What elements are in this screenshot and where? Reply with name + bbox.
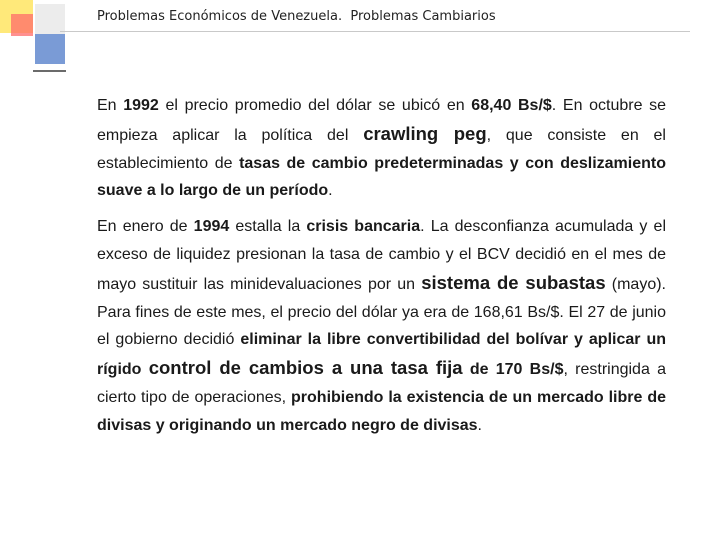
- emphasized-text: crawling peg: [363, 122, 487, 144]
- body-text: . En octubre se empieza aplicar la política del: [97, 97, 667, 144]
- emphasized-text: eliminar la libre convertibilidad del bolívar y aplicar un rígido: [97, 331, 666, 379]
- emphasized-text: sistema de subastas: [421, 271, 606, 293]
- emphasized-text: prohibiendo la existencia de un mercado libre de divisas y originando un mercado negro de divisas: [97, 388, 666, 434]
- decor-square-pink: [11, 14, 33, 36]
- body-text: estalla la: [229, 218, 307, 236]
- body-text: , que consiste en el establecimiento de: [97, 126, 666, 172]
- body-paragraph: [97, 213, 666, 439]
- header-divider: [60, 31, 690, 32]
- decor-small-line: [33, 70, 66, 72]
- emphasized-text: tasas de cambio predeterminadas y con deslizamiento suave a lo largo de un período: [97, 154, 667, 200]
- body-text: En: [97, 97, 124, 114]
- body-paragraph: [97, 92, 666, 205]
- decor-square-blue: [35, 34, 65, 64]
- emphasized-text: crisis bancaria: [306, 218, 421, 236]
- body-text: .: [328, 182, 333, 200]
- decor-square-grey: [35, 4, 65, 34]
- slide-body: [97, 92, 666, 448]
- emphasized-text: control de cambios a una tasa fija: [148, 357, 463, 379]
- body-text: , restringida a cierto tipo de operaciones,: [97, 361, 666, 406]
- body-text: el precio promedio del dólar se ubicó en: [158, 97, 472, 114]
- page-title: Problemas Económicos de Venezuela. Problemas Cambiarios: [97, 9, 496, 24]
- body-text: (mayo). Para fines de este mes, el precio del dólar ya era de 168,61 Bs/$. El 27 de junio el gobierno decidió: [97, 275, 666, 349]
- emphasized-text: de: [462, 361, 496, 379]
- emphasized-text: 1994: [193, 218, 230, 236]
- body-text: . La desconfianza acumulada y el exceso de liquidez presionan la tasa de cambio y el BCV decidió en el mes de mayo sustituir las minidevaluaciones por un: [97, 218, 667, 293]
- emphasized-text: 1992: [123, 97, 159, 114]
- emphasized-text: 170 Bs/$: [495, 361, 564, 379]
- emphasized-text: 68,40 Bs/$: [471, 97, 552, 114]
- body-text: .: [477, 416, 482, 434]
- body-text: En enero de: [97, 218, 194, 236]
